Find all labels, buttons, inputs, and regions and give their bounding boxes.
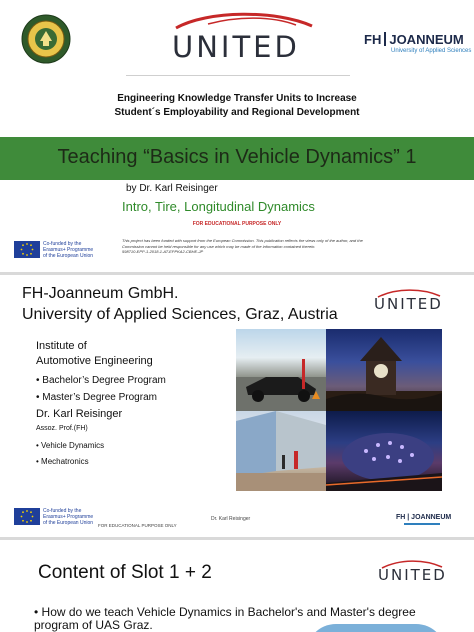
subtitle-line-2: Student´s Employability and Regional Development bbox=[114, 107, 360, 118]
bullet-text: Bachelor’s Degree Program bbox=[42, 375, 166, 386]
university-seal-logo bbox=[21, 14, 71, 64]
eu-caption bbox=[43, 508, 93, 526]
campus-building-photo bbox=[236, 411, 326, 491]
footer-educational-notice: FOR EDUCATIONAL PURPOSE ONLY bbox=[98, 523, 177, 528]
institution-slide bbox=[0, 275, 474, 537]
divider-line bbox=[126, 75, 350, 76]
slide-title: Teaching “Basics in Vehicle Dynamics” 1 bbox=[57, 146, 417, 168]
bullet-text: Vehicle Dynamics bbox=[41, 441, 105, 450]
institute-line-2: Automotive Engineering bbox=[36, 355, 153, 367]
eu-caption-line-3: of the European Union bbox=[43, 253, 94, 259]
eu-caption-line-1: Co-funded by the bbox=[43, 508, 82, 514]
list-item: • How do we teach Vehicle Dynamics in Bachelor's and Master's degree program of UAS Graz. bbox=[34, 605, 416, 632]
united-logo-text: UNITED bbox=[172, 30, 300, 64]
bullet-text: Master’s Degree Program bbox=[42, 392, 157, 403]
disclaimer-line-1: This project has been funded with support from the European Commission. This publication reflects the views only of the author, and the bbox=[122, 238, 363, 243]
footer-fhj-logo: FH | JOANNEUM bbox=[396, 514, 452, 521]
content-slide bbox=[0, 540, 474, 632]
united-logo-text: UNITED bbox=[374, 295, 443, 313]
fhj-left-text: FH bbox=[364, 32, 382, 47]
subtitle-line-1: Engineering Knowledge Transfer Units to Increase bbox=[117, 93, 357, 104]
lecturer-name: Dr. Karl Reisinger bbox=[36, 408, 123, 420]
graz-clock-tower-photo bbox=[326, 329, 442, 411]
title-slide bbox=[0, 0, 474, 272]
disclaimer-line-3: 598710-EPP-1-2018-1-AT-EPPKA2-CBHE-JP bbox=[122, 249, 204, 254]
eu-caption-line-3: of the European Union bbox=[43, 520, 94, 526]
content-title: Content of Slot 1 + 2 bbox=[38, 562, 212, 583]
institution-title bbox=[22, 283, 338, 325]
race-car-photo bbox=[236, 329, 326, 411]
topics-line: Intro, Tire, Longitudinal Dynamics bbox=[122, 199, 315, 214]
institution-title-line-1: FH-Joanneum GmbH. bbox=[22, 285, 179, 302]
bullet-text: Mechatronics bbox=[41, 457, 89, 466]
united-logo-text: UNITED bbox=[378, 566, 447, 584]
bullet-text: How do we teach Vehicle Dynamics in Bachelor's and Master's degree program of UAS Graz. bbox=[34, 605, 416, 632]
lecturer-title: Assoz. Prof.(FH) bbox=[36, 425, 88, 432]
list-item: • Bachelor’s Degree Program bbox=[36, 375, 166, 386]
fh-joanneum-logo bbox=[364, 32, 464, 47]
title-band bbox=[0, 137, 474, 180]
institution-title-line-2: University of Applied Sciences, Graz, Austria bbox=[22, 306, 338, 323]
institute-line-1: Institute of bbox=[36, 340, 87, 352]
disclaimer-line-2: Commission cannot be held responsible for any use which may be made of the information contained therein. bbox=[122, 243, 316, 249]
funding-disclaimer bbox=[122, 238, 422, 255]
institute-name bbox=[36, 339, 153, 369]
eu-flag-icon bbox=[14, 241, 40, 258]
eu-flag-icon bbox=[14, 508, 40, 525]
fhj-divider bbox=[384, 32, 386, 46]
list-item: • Mechatronics bbox=[36, 457, 89, 466]
author-line: by Dr. Karl Reisinger bbox=[126, 183, 218, 194]
fhj-right-text: JOANNEUM bbox=[389, 32, 464, 47]
kunsthaus-graz-photo bbox=[326, 411, 442, 491]
eu-caption-line-2: Erasmus+ Programme bbox=[43, 247, 94, 253]
list-item: • Vehicle Dynamics bbox=[36, 441, 105, 450]
list-item: • Master’s Degree Program bbox=[36, 392, 157, 403]
fhj-subtitle: University of Applied Sciences bbox=[391, 48, 472, 54]
eu-caption-line-2: Erasmus+ Programme bbox=[43, 514, 94, 520]
educational-notice: FOR EDUCATIONAL PURPOSE ONLY bbox=[192, 221, 282, 227]
footer-fhj-underline bbox=[404, 523, 440, 525]
footer-author: Dr. Karl Reisinger bbox=[211, 516, 251, 522]
eu-caption-line-1: Co-funded by the bbox=[43, 241, 82, 247]
eu-caption bbox=[43, 241, 93, 259]
project-subtitle bbox=[0, 92, 474, 120]
